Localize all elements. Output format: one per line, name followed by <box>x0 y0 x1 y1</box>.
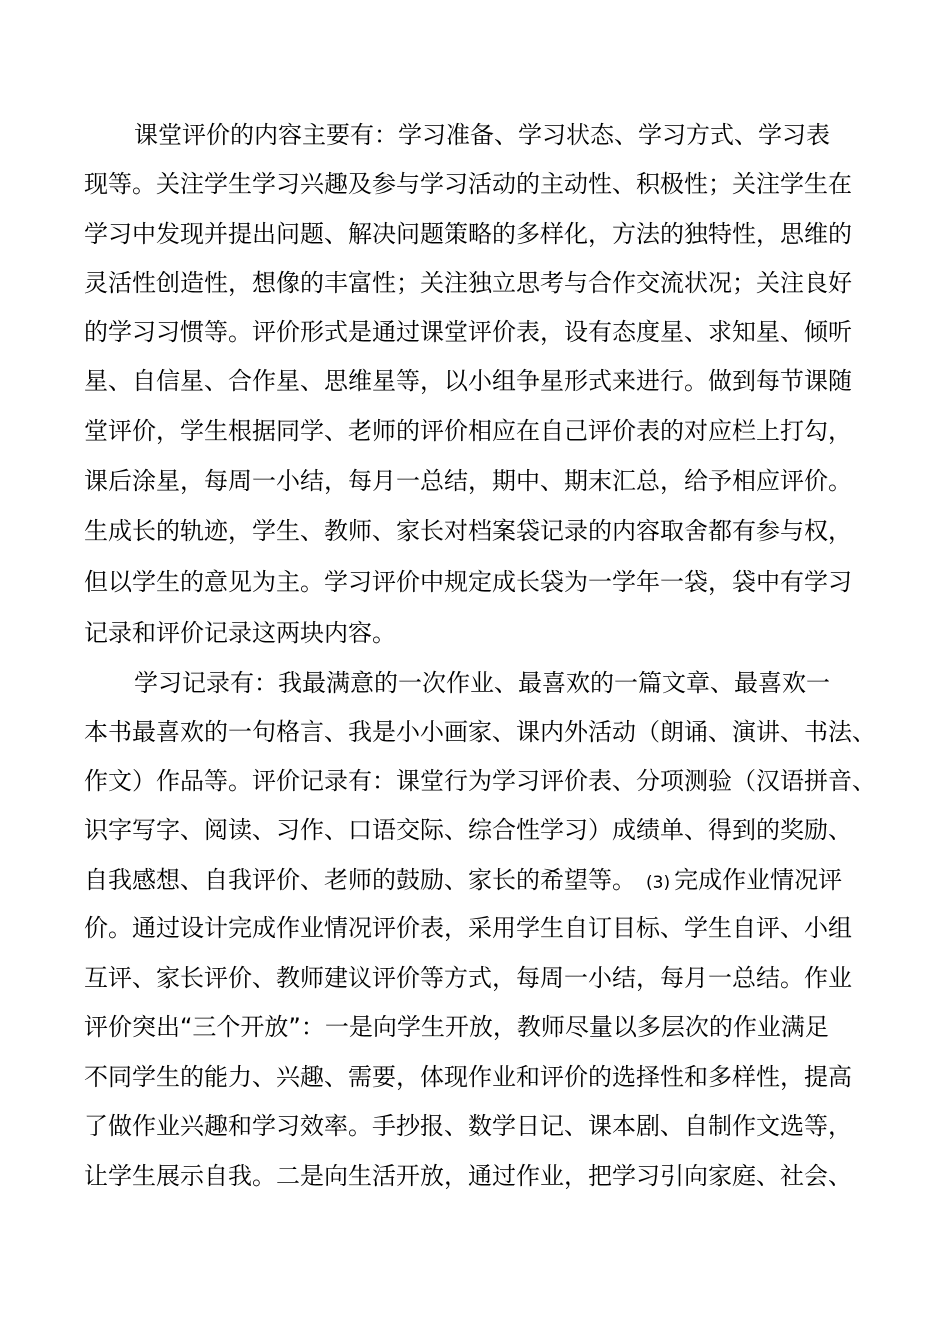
paragraph-2-line-8: 评价突出“三个开放”：一是向学生开放，教师尽量以多层次的作业满足 <box>84 1013 829 1041</box>
paragraph-2-line-11: 让学生展示自我。二是向生活开放，通过作业，把学习引向家庭、社会、 <box>84 1162 852 1190</box>
section-heading-start: 完成作业情况评 <box>674 866 843 894</box>
paragraph-1-line-2: 现等。关注学生学习兴趣及参与学习活动的主动性、积极性；关注学生在 <box>84 170 852 198</box>
paragraph-2-line-3: 作文）作品等。评价记录有：课堂行为学习评价表、分项测验（汉语拼音、 <box>84 767 876 795</box>
paragraph-1-line-1: 课堂评价的内容主要有：学习准备、学习状态、学习方式、学习表 <box>134 121 830 149</box>
line-text: 自我感想、自我评价、老师的鼓励、家长的希望等。 <box>84 866 636 894</box>
paragraph-1-line-7: 堂评价，学生根据同学、老师的评价相应在自己评价表的对应栏上打勾， <box>84 417 852 445</box>
paragraph-2-line-6: 价。通过设计完成作业情况评价表，采用学生自订目标、学生自评、小组 <box>84 914 852 942</box>
paragraph-2-line-1: 学习记录有：我最满意的一次作业、最喜欢的一篇文章、最喜欢一 <box>134 669 830 697</box>
paragraph-2-line-10: 了做作业兴趣和学习效率。手抄报、数学日记、课本剧、自制作文选等， <box>84 1112 852 1140</box>
paragraph-2-line-7: 互评、家长评价、教师建议评价等方式，每周一小结，每月一总结。作业 <box>84 964 852 992</box>
paragraph-1-line-3: 学习中发现并提出问题、解决问题策略的多样化，方法的独特性，思维的 <box>84 220 852 248</box>
section-number: (3) <box>646 873 671 893</box>
paragraph-1-line-6: 星、自信星、合作星、思维星等，以小组争星形式来进行。做到每节课随 <box>84 367 852 395</box>
paragraph-1-line-10: 但以学生的意见为主。学习评价中规定成长袋为一学年一袋，袋中有学习 <box>84 568 852 596</box>
paragraph-1-line-8: 课后涂星，每周一小结，每月一总结，期中、期末汇总，给予相应评价。 <box>84 467 852 495</box>
paragraph-1-line-11: 记录和评价记录这两块内容。 <box>84 619 396 647</box>
paragraph-2-line-5 <box>84 858 884 902</box>
paragraph-1-line-9: 生成长的轨迹，学生、教师、家长对档案袋记录的内容取舍都有参与权， <box>84 517 852 545</box>
paragraph-1-line-4: 灵活性创造性，想像的丰富性；关注独立思考与合作交流状况；关注良好 <box>84 269 852 297</box>
paragraph-2-line-2: 本书最喜欢的一句格言、我是小小画家、课内外活动（朗诵、演讲、书法、 <box>84 718 876 746</box>
paragraph-2-line-4: 识字写字、阅读、习作、口语交际、综合性学习）成绩单、得到的奖励、 <box>84 816 852 844</box>
paragraph-1-line-5: 的学习习惯等。评价形式是通过课堂评价表，设有态度星、求知星、倾听 <box>84 318 852 346</box>
paragraph-2-line-9: 不同学生的能力、兴趣、需要，体现作业和评价的选择性和多样性，提高 <box>84 1063 852 1091</box>
